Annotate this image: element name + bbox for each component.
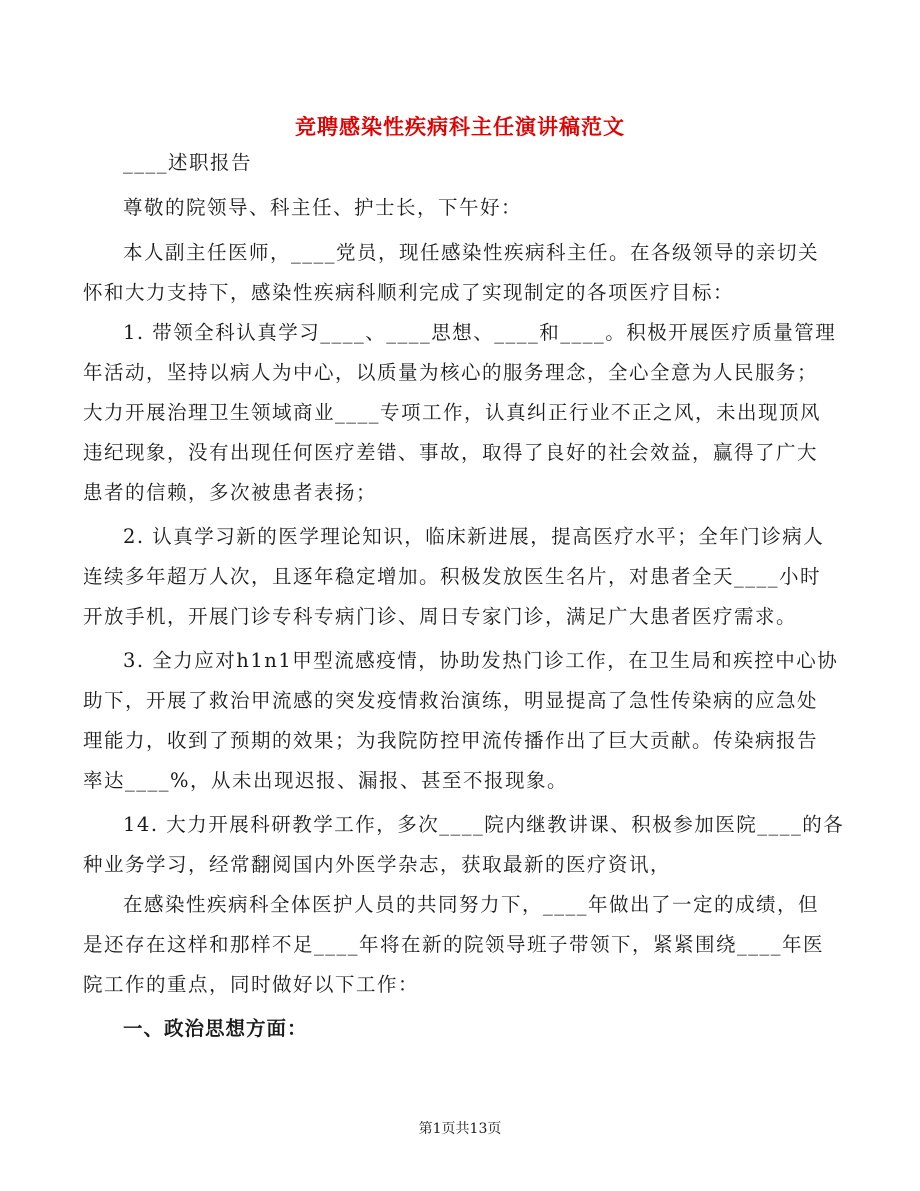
paragraph-line: 患者的信赖，多次被患者表扬； — [83, 481, 378, 504]
paragraph-line: 率达____%，从未出现迟报、漏报、甚至不报现象。 — [83, 769, 569, 792]
paragraph-line: 2. 认真学习新的医学理论知识，临床新进展，提高医疗水平；全年门诊病人 — [123, 525, 825, 548]
paragraph-line: 14. 大力开展科研教学工作，多次____院内继教讲课、积极参加医院____的各 — [123, 813, 845, 836]
paragraph-line: 种业务学习，经常翻阅国内外医学杂志，获取最新的医疗资讯， — [83, 853, 672, 876]
paragraph-line: 连续多年超万人次，且逐年稳定增加。积极发放医生名片，对患者全天____小时 — [83, 565, 822, 588]
paragraph-line: 年活动，坚持以病人为中心，以质量为核心的服务理念，全心全意为人民服务； — [83, 361, 819, 384]
paragraph-line: 助下，开展了救治甲流感的突发疫情救治演练，明显提高了急性传染病的应急处 — [83, 689, 819, 712]
paragraph-line: 是还存在这样和那样不足____年将在新的院领导班子带领下，紧紧围绕____年医 — [83, 933, 825, 956]
paragraph-line: 开放手机，开展门诊专科专病门诊、周日专家门诊，满足广大患者医疗需求。 — [83, 605, 798, 628]
paragraph-line: 3. 全力应对h1n1甲型流感疫情，协助发热门诊工作，在卫生局和疾控中心协 — [123, 649, 839, 672]
paragraph-line: 尊敬的院领导、科主任、护士长，下午好： — [123, 196, 523, 219]
paragraph-line: 院工作的重点，同时做好以下工作： — [83, 973, 420, 996]
subtitle-line: ____述职报告 — [123, 151, 253, 174]
page-footer: 第1页共13页 — [418, 1121, 502, 1137]
document-title: 竞聘感染性疾病科主任演讲稿范文 — [295, 115, 625, 139]
paragraph-line: 理能力，收到了预期的效果；为我院防控甲流传播作出了巨大贡献。传染病报告 — [83, 729, 819, 752]
paragraph-line: 在感染性疾病科全体医护人员的共同努力下，____年做出了一定的成绩，但 — [123, 893, 820, 916]
paragraph-line: 怀和大力支持下，感染性疾病科顺利完成了实现制定的各项医疗目标： — [83, 281, 735, 304]
paragraph-line: 大力开展治理卫生领域商业____专项工作，认真纠正行业不正之风，未出现顶风 — [83, 401, 822, 424]
paragraph-line: 1. 带领全科认真学习____、____思想、____和____。积极开展医疗质量管理 — [123, 321, 837, 344]
section-heading: 一、政治思想方面： — [123, 1017, 308, 1040]
paragraph-line: 本人副主任医师，____党员，现任感染性疾病科主任。在各级领导的亲切关 — [123, 241, 820, 264]
paragraph-line: 违纪现象，没有出现任何医疗差错、事故，取得了良好的社会效益，赢得了广大 — [83, 441, 819, 464]
